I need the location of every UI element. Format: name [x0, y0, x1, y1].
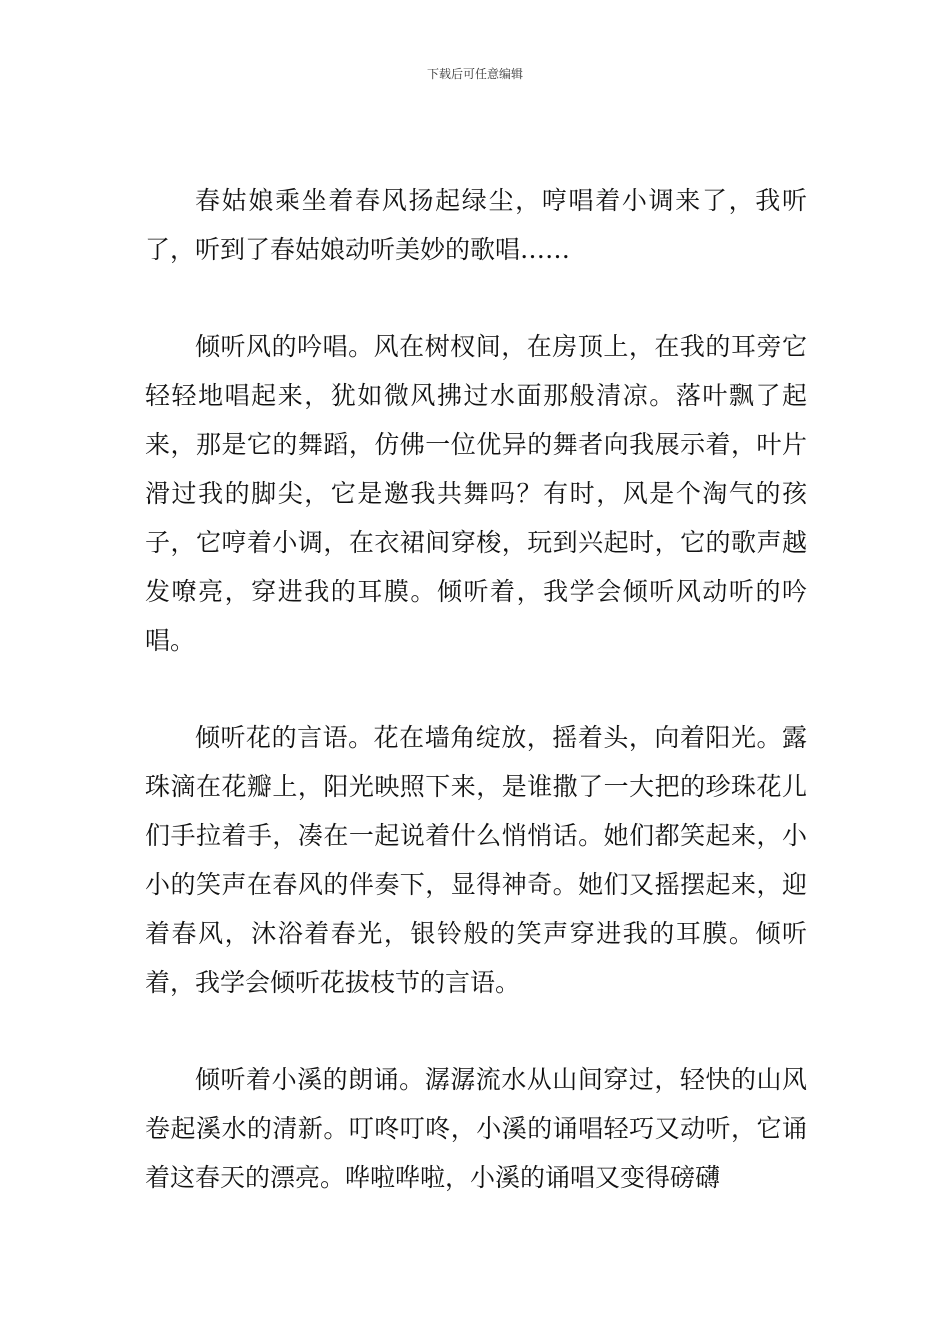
essay-body — [145, 176, 807, 1202]
paragraph-wind: 倾听风的吟唱。风在树杈间，在房顶上，在我的耳旁它轻轻地唱起来，犹如微风拂过水面那般清凉。落叶飘了起来，那是它的舞蹈，仿佛一位优异的舞者向我展示着，叶片滑过我的脚尖，它是邀我共舞吗？有时，风是个淘气的孩子，它哼着小调，在衣裙间穿梭，玩到兴起时，它的歌声越发嘹亮，穿进我的耳膜。倾听着，我学会倾听风动听的吟唱。 — [145, 332, 807, 655]
paragraph-stream: 倾听着小溪的朗诵。潺潺流水从山间穿过，轻快的山风卷起溪水的清新。叮咚叮咚，小溪的诵唱轻巧又动听，它诵着这春天的漂亮。哗啦哗啦，小溪的诵唱又变得磅礴 — [145, 1065, 807, 1192]
page-header: 下载后可任意编辑 — [426, 67, 523, 81]
paragraph-flowers: 倾听花的言语。花在墙角绽放，摇着头，向着阳光。露珠滴在花瓣上，阳光映照下来，是谁撒了一大把的珍珠花儿们手拉着手，凑在一起说着什么悄悄话。她们都笑起来，小小的笑声在春风的伴奏下，显得神奇。她们又摇摆起来，迎着春风，沐浴着春光，银铃般的笑声穿进我的耳膜。倾听着，我学会倾听花拔枝节的言语。 — [145, 723, 807, 997]
paragraph-intro: 春姑娘乘坐着春风扬起绿尘，哼唱着小调来了，我听了，听到了春姑娘动听美妙的歌唱…… — [145, 186, 807, 264]
